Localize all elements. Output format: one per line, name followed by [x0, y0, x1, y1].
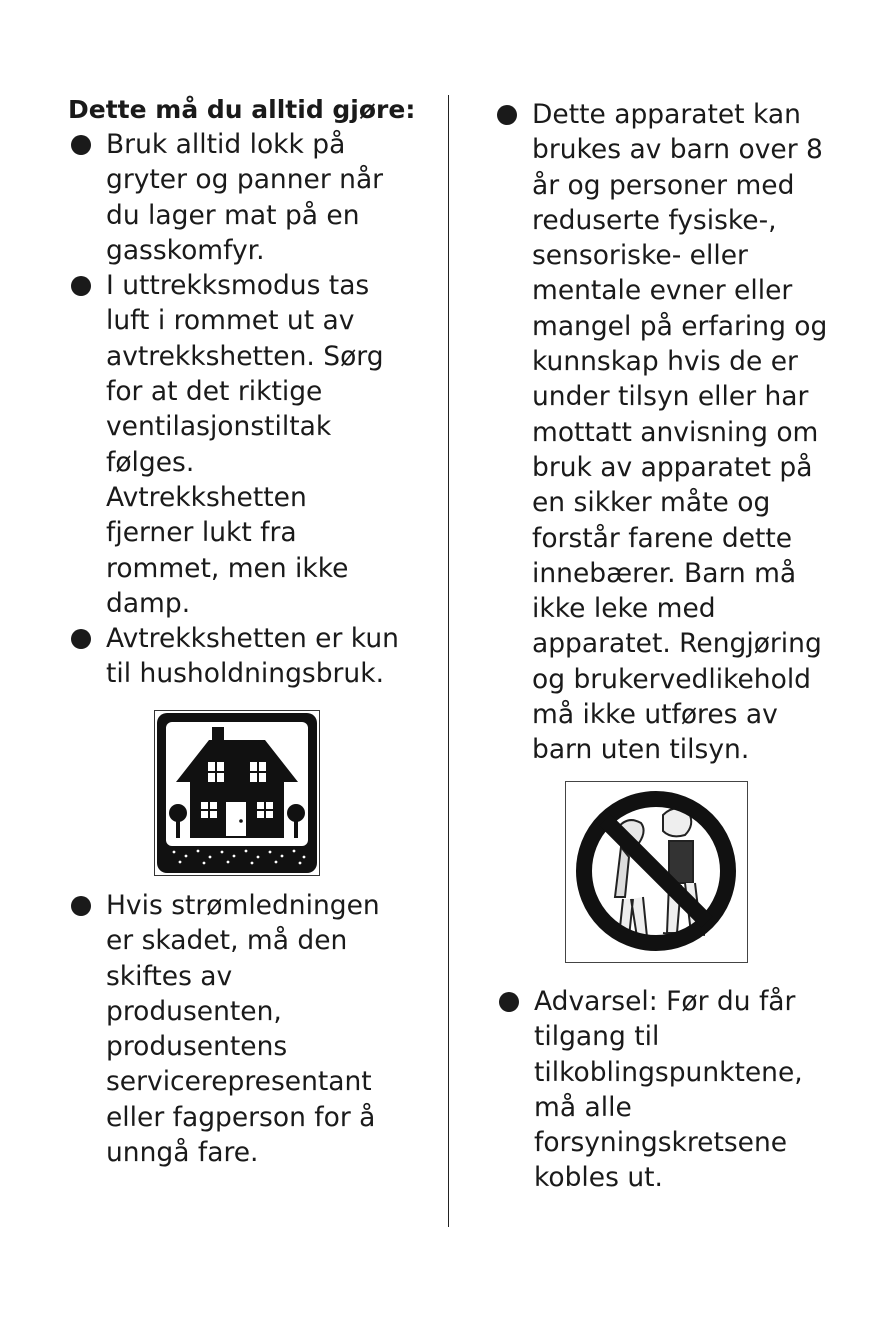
- bullet-icon: [71, 629, 91, 649]
- right-column: [494, 97, 884, 768]
- bullet-icon: [71, 896, 91, 916]
- no-children-play-icon: [565, 781, 748, 963]
- left-column: [68, 92, 428, 692]
- section-heading: Dette må du alltid gjøre:: [68, 95, 416, 124]
- item-text: Bruk alltid lokk på gryter og panner når du lager mat på en gasskomfyr.: [106, 129, 384, 266]
- list-item: [68, 127, 428, 268]
- list-item: [68, 268, 428, 621]
- item-text: Dette apparatet kan brukes av barn over 8 år og personer med reduserte fysiske-, sensoriske- eller mentale evner eller mangel på erfaring og kunnskap hvis de er under tilsyn eller har mottatt anvisning om bruk av apparatet på en sikker måte og forstår farene dette innebærer. Barn må ikke leke med apparatet. Rengjøring og brukervedlikehold må ikke utføres av barn uten tilsyn.: [532, 99, 828, 766]
- left-column-lower: [68, 888, 428, 1170]
- item-text: I uttrekksmodus tas luft i rommet ut av avtrekkshetten. Sørg for at det riktige ventilasjonstiltak følges. Avtrekkshetten fjerner lukt fra rommet, men ikke damp.: [106, 270, 384, 619]
- list-item: [494, 97, 884, 768]
- column-divider: [448, 95, 449, 1227]
- list-item: [68, 888, 428, 1170]
- item-text: Advarsel: Før du får tilgang til tilkoblingspunktene, må alle forsyningskretsene kobles ut.: [534, 986, 803, 1194]
- list-item: [68, 621, 428, 692]
- list-item: [496, 984, 886, 1196]
- item-text: Avtrekkshetten er kun til husholdningsbruk.: [106, 623, 399, 690]
- household-house-icon: [154, 710, 320, 876]
- bullet-icon: [71, 276, 91, 296]
- item-text: Hvis strømledningen er skadet, må den skiftes av produsenten, produsentens servicerepresentant eller fagperson for å unngå fare.: [106, 890, 380, 1169]
- bullet-icon: [71, 135, 91, 155]
- right-column-lower: [496, 984, 886, 1196]
- bullet-icon: [499, 992, 519, 1012]
- bullet-icon: [497, 105, 517, 125]
